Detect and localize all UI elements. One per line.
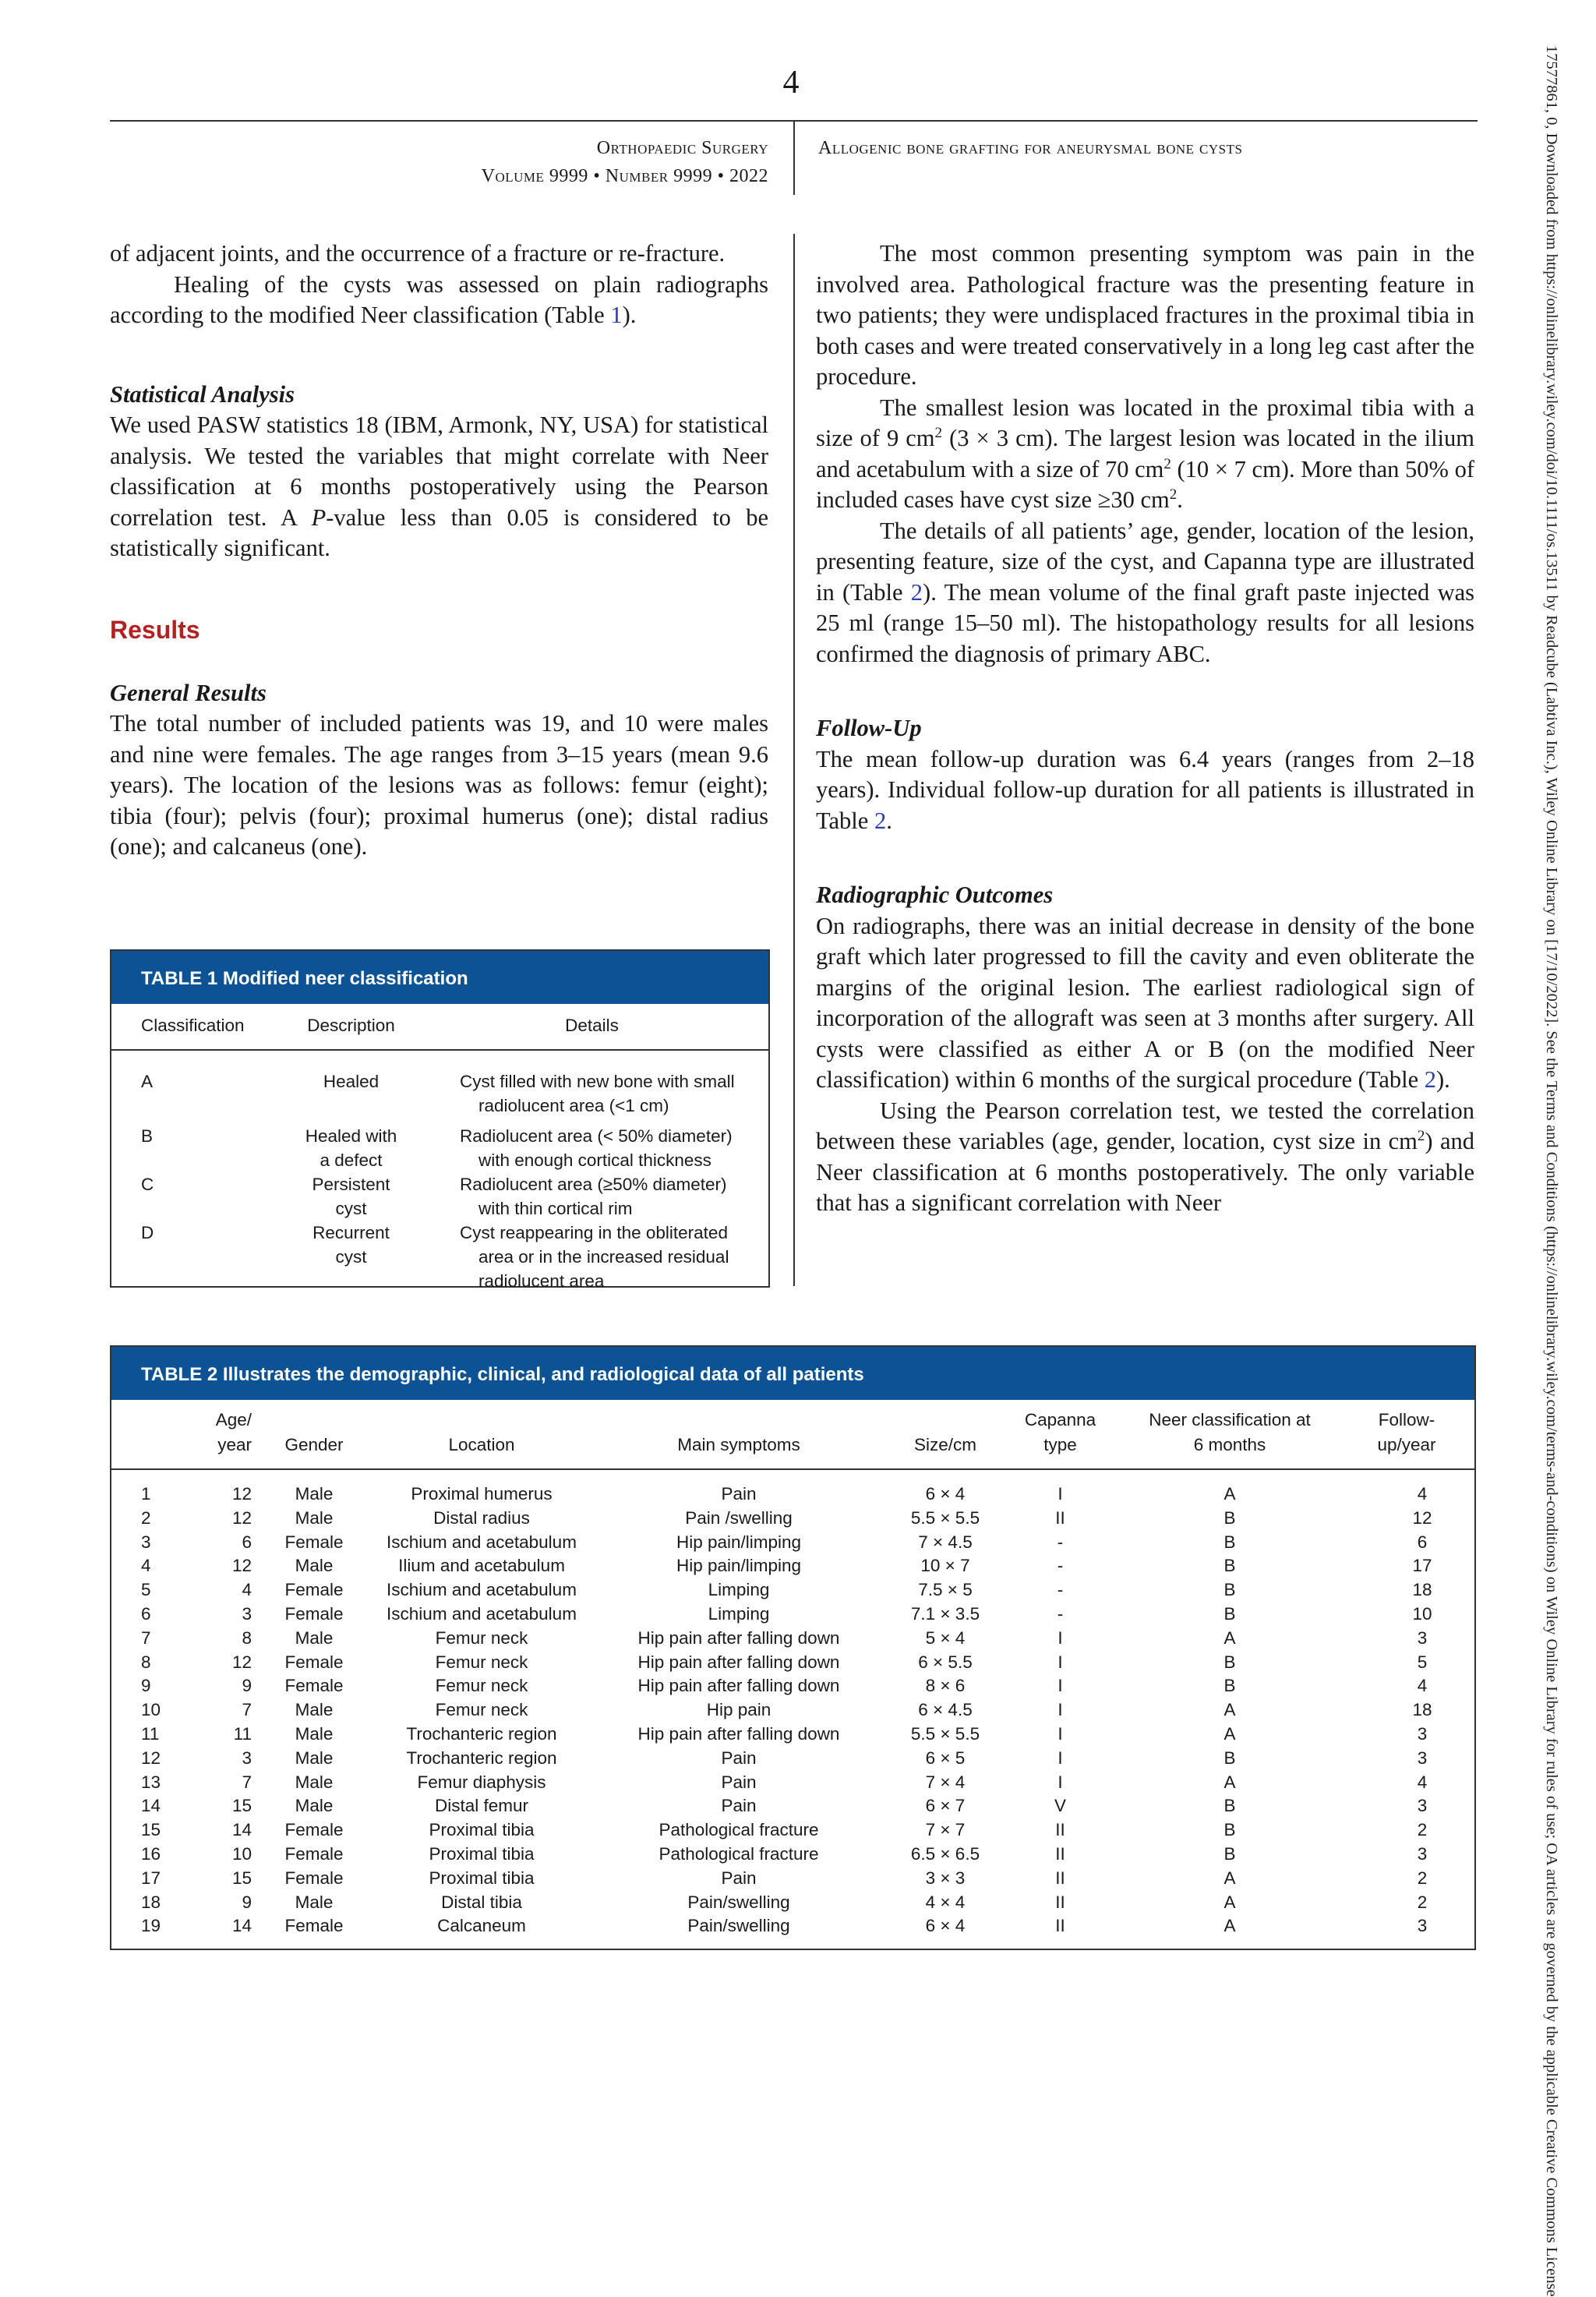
column-header: Size/cm — [891, 1400, 1000, 1469]
table-ref-link[interactable]: 2 — [910, 578, 923, 606]
table-row — [111, 1914, 1474, 1938]
table-cell: A — [1223, 1484, 1236, 1504]
table-cell: 7.5 × 5 — [918, 1580, 973, 1600]
table-row — [111, 1698, 1474, 1723]
paragraph: Healing of the cysts was assessed on plain radiographs according to the modified Neer classification (Table 1). — [110, 270, 768, 328]
table-cell: Proximal humerus — [411, 1484, 553, 1504]
table-cell: Femur diaphysis — [417, 1772, 546, 1792]
table-cell: Distal femur — [434, 1796, 529, 1816]
column-header: Capanna type — [1000, 1400, 1121, 1469]
download-notice: 17577861, 0, Downloaded from https://onlinelibrary.wiley.com/doi/10.1111/os.13511 by Readcube (Labtiva Inc.), Wiley Online Library on [17/10/2022]. See the Terms and Conditions (https://onlinelibrary.wiley.com/terms-and-conditions) on Wiley Online Library for rules of use; OA articles are governed by the applicable Creative Commons License — [1543, 45, 1560, 2297]
column-divider — [793, 234, 795, 1286]
table-row — [111, 1674, 1474, 1698]
table-cell: Pathological fracture — [659, 1820, 819, 1840]
paragraph: The smallest lesion was located in the proximal tibia with a size of 9 $cm^2$ (3 × 3 cm). The largest lesion was located in the ilium and acetabulum with a size of 70 $cm^2$ (10 × 7 cm). More than 50% of included cases have cyst size ≥30 $cm^2$. — [816, 394, 1474, 513]
table-cell: 12 — [141, 1747, 161, 1768]
right-column — [816, 239, 1474, 1219]
table-cell: Male — [295, 1700, 334, 1720]
table-cell: 7 — [242, 1772, 252, 1792]
table-cell: Distal radius — [433, 1507, 530, 1528]
table-cell: 3 — [1417, 1843, 1428, 1864]
section-subheading: General Results — [110, 679, 267, 706]
table-cell: 2 — [1417, 1868, 1428, 1888]
table-cell: 6 — [141, 1603, 151, 1624]
table-cell: I — [1058, 1627, 1063, 1648]
table-cell: Proximal tibia — [429, 1820, 535, 1840]
table-cell: 12 — [231, 1556, 252, 1576]
table-cell: Hip pain after falling down — [637, 1627, 840, 1648]
table-cell: 18 — [1412, 1580, 1432, 1600]
table-cell: 18 — [141, 1892, 161, 1912]
table-cell: Femur neck — [435, 1627, 528, 1648]
table-row: C Persistent cyst Radiolucent area (≥50% diameter) with thin cortical rim — [141, 1175, 727, 1218]
table-cell: Female — [284, 1868, 344, 1888]
table-cell: I — [1058, 1652, 1063, 1672]
table-cell: 4 — [1417, 1772, 1428, 1792]
table-cell: 5 — [1417, 1652, 1428, 1672]
table-row — [111, 1578, 1474, 1603]
table-cell: B — [1223, 1603, 1236, 1624]
table-cell: 7 — [141, 1627, 151, 1648]
table-1-grid — [111, 1004, 768, 1293]
table-cell: 19 — [141, 1916, 161, 1936]
table-1-title: TABLE 1 Modified neer classification — [111, 951, 768, 1004]
table-cell: 17 — [141, 1868, 161, 1888]
table-row — [111, 1531, 1474, 1555]
table-cell: 6.5 × 6.5 — [910, 1843, 980, 1864]
table-cell: I — [1058, 1772, 1063, 1792]
table-cell: II — [1055, 1507, 1065, 1528]
table-cell: Female — [284, 1916, 344, 1936]
table-cell: 8 — [141, 1652, 151, 1672]
table-cell: 13 — [141, 1772, 161, 1792]
table-cell: 5.5 × 5.5 — [910, 1723, 980, 1744]
table-cell: 3 — [242, 1603, 252, 1624]
table-cell: 10 — [1412, 1603, 1432, 1624]
table-row — [111, 1469, 1474, 1507]
paragraph: Using the Pearson correlation test, we tested the correlation between these variables (age, gender, location, cyst size in $cm^2$) and Neer classification at 6 months postoperatively. The only variable that has a significant correlation with Neer — [816, 1097, 1475, 1216]
table-cell: 9 — [141, 1676, 151, 1696]
table-ref-link[interactable]: 2 — [874, 807, 887, 834]
table-cell: 2 — [1417, 1820, 1428, 1840]
table-row — [111, 1747, 1474, 1771]
column-header: Main symptoms — [587, 1400, 891, 1469]
paragraph: The most common presenting symptom was pain in the involved area. Pathological fracture was the presenting feature in two patients; they were undisplaced fractures in the proximal tibia in both cases and were treated conservatively in a long leg cast after the procedure. — [816, 240, 1474, 390]
table-header-row — [111, 1004, 768, 1050]
table-cell: 10 — [141, 1700, 161, 1720]
table-cell: B — [1223, 1532, 1236, 1552]
table-cell: 11 — [233, 1723, 252, 1744]
running-title: Allogenic bone grafting for aneurysmal bone cysts — [818, 138, 1243, 158]
table-cell: Female — [284, 1580, 344, 1600]
table-cell: Hip pain after falling down — [637, 1723, 840, 1744]
column-header: Follow- up/year — [1339, 1400, 1474, 1469]
table-row — [111, 1891, 1474, 1915]
table-cell: Female — [284, 1676, 344, 1696]
table-cell: 15 — [231, 1796, 252, 1816]
table-row — [111, 1818, 1474, 1843]
table-cell: 15 — [231, 1868, 252, 1888]
table-cell: B — [1223, 1652, 1236, 1672]
table-2-grid — [111, 1400, 1474, 1938]
table-row — [111, 1627, 1474, 1651]
table-cell: Pain — [721, 1484, 757, 1504]
paragraph: of adjacent joints, and the occurrence of a fracture or re-fracture. — [110, 240, 726, 267]
table-cell: Limping — [708, 1580, 770, 1600]
column-header: Age/ year — [197, 1400, 252, 1469]
column-header: Classification — [111, 1004, 287, 1050]
table-cell: B — [1223, 1676, 1236, 1696]
table-cell: B — [1223, 1747, 1236, 1768]
table-cell: Hip pain after falling down — [637, 1676, 840, 1696]
table-row: D Recurrent cyst Cyst reappearing in the obliterated area or in the increased residual radiolucent area — [141, 1223, 729, 1291]
paragraph: On radiographs, there was an initial decrease in density of the bone graft which later progressed to fill the cavity and even obliterate the margins of the original lesion. The earliest radiological sign of incorporation of the allograft was seen at 3 months after surgery. All cysts were classified as either A or B (on the modified Neer classification) within 6 months of the surgical procedure (Table 2). — [816, 912, 1474, 1093]
journal-header — [110, 134, 768, 190]
table-cell: Hip pain/limping — [676, 1532, 802, 1552]
table-cell: - — [1057, 1532, 1064, 1552]
table-cell: Femur neck — [435, 1676, 528, 1696]
table-cell: V — [1054, 1796, 1066, 1816]
table-cell: 3 — [1417, 1796, 1428, 1816]
table-cell: Pain — [721, 1747, 757, 1768]
table-row — [111, 1603, 1474, 1627]
page-number: 4 — [782, 65, 800, 101]
table-cell: 6 × 4.5 — [918, 1700, 973, 1720]
table-cell: 8 — [242, 1627, 252, 1648]
table-cell: - — [1057, 1603, 1064, 1624]
table-cell: 16 — [141, 1843, 161, 1864]
table-cell: Ischium and acetabulum — [387, 1532, 577, 1552]
table-cell: I — [1058, 1700, 1063, 1720]
column-header: Location — [376, 1400, 587, 1469]
table-cell: 14 — [231, 1820, 252, 1840]
table-cell: II — [1055, 1820, 1065, 1840]
table-row — [111, 1771, 1474, 1795]
table-cell: Female — [284, 1652, 344, 1672]
table-cell: 7 × 4.5 — [918, 1532, 973, 1552]
table-cell: 2 — [141, 1507, 151, 1528]
table-row — [111, 1723, 1474, 1747]
table-cell: Femur neck — [435, 1652, 528, 1672]
table-cell: Proximal tibia — [429, 1843, 535, 1864]
table-cell: 5.5 × 5.5 — [910, 1507, 980, 1528]
table-cell: 6 × 4 — [925, 1484, 966, 1504]
paragraph: The total number of included patients was 19, and 10 were males and nine were females. The age ranges from 3–15 years (mean 9.6 years). The location of the lesions was as follows: femur (eight); tibia (four); pelvis (four); proximal humerus (one); distal radius (one); and calcaneus (one). — [110, 710, 768, 860]
table-cell: 5 × 4 — [925, 1627, 966, 1648]
table-cell: 3 — [1417, 1916, 1428, 1936]
table-cell: A — [1223, 1723, 1236, 1744]
table-cell: Male — [295, 1892, 334, 1912]
journal-name: Orthopaedic Surgery — [596, 138, 768, 158]
table-cell: 10 — [231, 1843, 252, 1864]
table-ref-link[interactable]: 1 — [610, 302, 623, 328]
table-cell: Hip pain — [706, 1700, 772, 1720]
table-cell: Ilium and acetabulum — [398, 1556, 565, 1576]
table-cell: Female — [284, 1603, 344, 1624]
table-cell: A — [1223, 1772, 1236, 1792]
left-column — [110, 239, 768, 863]
table-row — [111, 1651, 1474, 1675]
table-cell: Pain — [721, 1772, 757, 1792]
table-cell: 4 — [141, 1556, 151, 1576]
paragraph: We used PASW statistics 18 (IBM, Armonk, NY, USA) for statistical analysis. We tested the variables that might correlate with Neer classification at 6 months postoperatively using the Pearson correlation test. A P-value less than 0.05 is considered to be statistically significant. — [110, 412, 768, 561]
table-cell: Limping — [708, 1603, 770, 1624]
section-subheading: Statistical Analysis — [110, 380, 295, 408]
table-cell: Distal tibia — [441, 1892, 522, 1912]
table-cell: 6 × 7 — [925, 1796, 966, 1816]
table-cell: Pain — [721, 1868, 757, 1888]
table-cell: Male — [295, 1484, 334, 1504]
table-cell: Female — [284, 1532, 344, 1552]
table-cell: Male — [295, 1723, 334, 1744]
table-cell: 1 — [141, 1484, 151, 1504]
table-cell: 3 — [1417, 1627, 1428, 1648]
table-cell: 15 — [141, 1820, 161, 1840]
table-cell: Female — [284, 1843, 344, 1864]
table-cell: 3 — [1417, 1723, 1428, 1744]
table-cell: 12 — [231, 1652, 252, 1672]
table-row — [111, 1843, 1474, 1867]
table-cell: 9 — [242, 1892, 252, 1912]
table-cell: B — [1223, 1820, 1236, 1840]
column-header: Gender — [252, 1400, 376, 1469]
header-divider — [793, 120, 795, 195]
table-cell: 2 — [1417, 1892, 1428, 1912]
table-cell: 6 × 4 — [925, 1916, 966, 1936]
table-ref-link[interactable]: 2 — [1424, 1066, 1437, 1093]
table-cell: 7 — [242, 1700, 252, 1720]
table-cell: A — [1223, 1627, 1236, 1648]
table-row: A Healed Cyst filled with new bone with small radiolucent area (<1 cm) — [141, 1072, 735, 1115]
table-cell: Hip pain/limping — [676, 1556, 802, 1576]
table-cell: B — [1223, 1507, 1236, 1528]
table-cell: Pain — [721, 1796, 757, 1816]
table-cell: Male — [295, 1772, 334, 1792]
table-cell: B — [1223, 1556, 1236, 1576]
table-header-row — [111, 1400, 1474, 1469]
table-cell: 3 × 3 — [925, 1868, 966, 1888]
table-2 — [110, 1345, 1476, 1950]
table-cell: 5 — [141, 1580, 151, 1600]
section-subheading: Follow-Up — [816, 715, 922, 741]
table-cell: I — [1058, 1747, 1063, 1768]
table-cell: Male — [295, 1556, 334, 1576]
table-cell: B — [1223, 1580, 1236, 1600]
table-cell: Hip pain after falling down — [637, 1652, 840, 1672]
table-cell: A — [1223, 1916, 1236, 1936]
table-cell: B — [1223, 1843, 1236, 1864]
table-cell: Ischium and acetabulum — [387, 1603, 577, 1624]
table-cell: - — [1057, 1556, 1064, 1576]
table-cell: 4 — [1417, 1484, 1428, 1504]
table-cell: 6 × 5 — [925, 1747, 966, 1768]
table-cell: A — [1223, 1868, 1236, 1888]
table-cell: Calcaneum — [437, 1916, 526, 1936]
table-cell: II — [1055, 1868, 1065, 1888]
paragraph: The details of all patients’ age, gender, location of the lesion, presenting feature, size of the cyst, and Capanna type are illustrated in (Table 2). The mean volume of the final graft paste injected was 25 ml (range 15–50 ml). The histopathology results for all lesions confirmed the diagnosis of primary ABC. — [816, 517, 1475, 667]
table-cell: II — [1055, 1892, 1065, 1912]
table-cell: Pain/swelling — [687, 1916, 790, 1936]
table-cell: 3 — [141, 1532, 151, 1552]
table-cell: 6 — [1417, 1532, 1428, 1552]
volume-line: Volume 9999 • Number 9999 • 2022 — [481, 166, 768, 186]
table-cell: 17 — [1412, 1556, 1432, 1576]
table-cell: - — [1057, 1580, 1064, 1600]
table-cell: 11 — [141, 1723, 160, 1744]
table-cell: 8 × 6 — [925, 1676, 966, 1696]
table-row — [111, 1794, 1474, 1818]
table-cell: 9 — [242, 1676, 252, 1696]
table-row: B Healed with a defect Radiolucent area (< 50% diameter) with enough cortical thickness — [141, 1126, 733, 1170]
column-header: Details — [415, 1004, 768, 1050]
table-cell: Trochanteric region — [406, 1747, 557, 1768]
table-cell: I — [1058, 1484, 1063, 1504]
table-cell: Trochanteric region — [406, 1723, 557, 1744]
table-cell: A — [1223, 1892, 1236, 1912]
table-cell: 4 × 4 — [925, 1892, 966, 1912]
table-cell: Male — [295, 1747, 334, 1768]
table-row — [111, 1867, 1474, 1891]
table-cell: Male — [295, 1507, 334, 1528]
table-cell: 3 — [1417, 1747, 1428, 1768]
table-cell: 4 — [1417, 1676, 1428, 1696]
table-cell: Ischium and acetabulum — [387, 1580, 577, 1600]
table-cell: 12 — [1412, 1507, 1432, 1528]
table-cell: 12 — [231, 1484, 252, 1504]
table-cell: Pain/swelling — [687, 1892, 790, 1912]
table-row — [111, 1554, 1474, 1578]
table-cell: 10 × 7 — [920, 1556, 970, 1576]
table-cell: Femur neck — [435, 1700, 528, 1720]
table-cell: I — [1058, 1723, 1063, 1744]
table-cell: Female — [284, 1820, 344, 1840]
table-cell: 3 — [242, 1747, 252, 1768]
paragraph: The mean follow-up duration was 6.4 years (ranges from 2–18 years). Individual follow-up duration for all patients is illustrated in Table 2. — [816, 745, 1474, 834]
column-header: Neer classification at 6 months — [1121, 1400, 1339, 1469]
table-cell: Pain /swelling — [685, 1507, 793, 1528]
table-cell: 6 — [242, 1532, 252, 1552]
table-cell: B — [1223, 1796, 1236, 1816]
column-header: Description — [287, 1004, 415, 1050]
table-cell: Male — [295, 1796, 334, 1816]
table-cell: 7.1 × 3.5 — [910, 1603, 980, 1624]
table-cell: 7 × 7 — [925, 1820, 966, 1840]
table-cell: II — [1055, 1916, 1065, 1936]
table-cell: A — [1223, 1700, 1236, 1720]
table-cell: 12 — [231, 1507, 252, 1528]
table-cell: 6 × 5.5 — [918, 1652, 973, 1672]
table-cell: Proximal tibia — [429, 1868, 535, 1888]
table-cell: 14 — [141, 1796, 161, 1816]
table-cell: Pathological fracture — [659, 1843, 819, 1864]
section-heading: Results — [110, 615, 200, 644]
table-row — [111, 1507, 1474, 1531]
table-cell: II — [1055, 1843, 1065, 1864]
table-2-title: TABLE 2 Illustrates the demographic, clinical, and radiological data of all patients — [111, 1347, 1474, 1400]
table-1 — [110, 949, 770, 1291]
section-subheading: Radiographic Outcomes — [816, 882, 1054, 908]
table-cell: 7 × 4 — [925, 1772, 966, 1792]
table-cell: 14 — [231, 1916, 252, 1936]
table-cell: Male — [295, 1627, 334, 1648]
table-cell: 18 — [1412, 1700, 1432, 1720]
table-cell: 4 — [242, 1580, 252, 1600]
table-cell: I — [1058, 1676, 1063, 1696]
